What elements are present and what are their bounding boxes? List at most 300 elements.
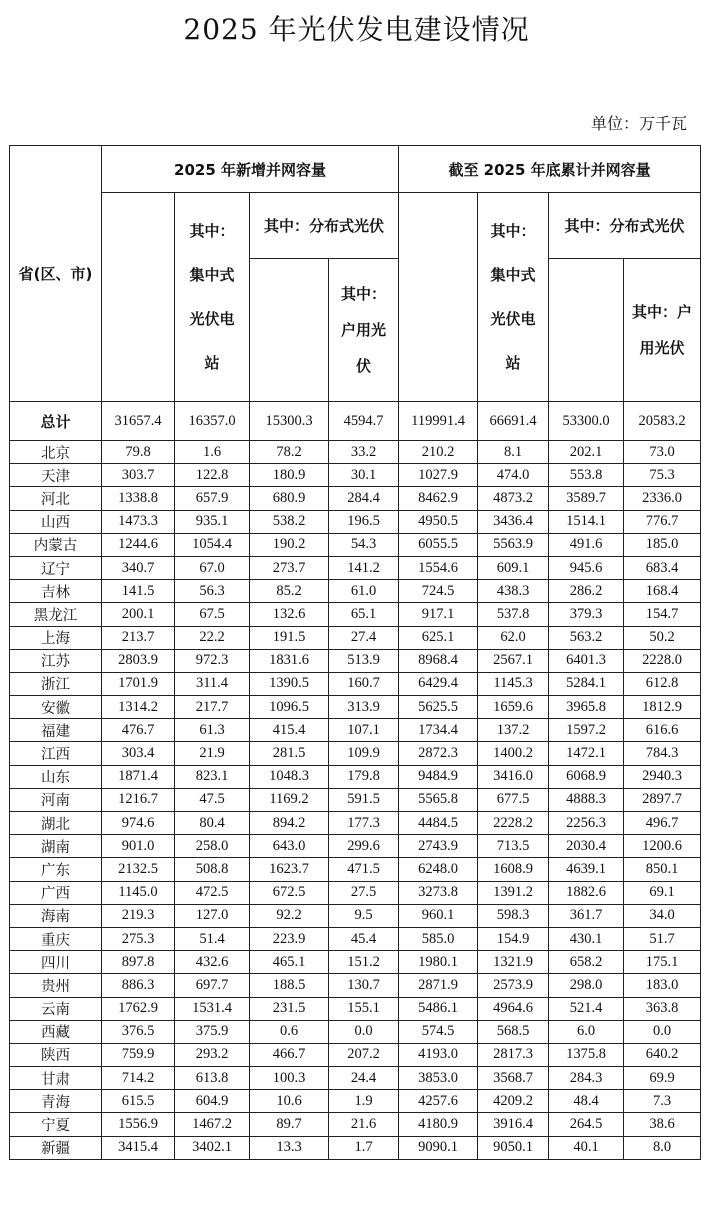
table-cell: 1145.0 xyxy=(102,881,175,904)
table-cell: 31657.4 xyxy=(102,402,175,441)
table-cell: 313.9 xyxy=(329,696,399,719)
header-new-total xyxy=(102,193,175,402)
table-cell: 66691.4 xyxy=(478,402,549,441)
table-cell: 5486.1 xyxy=(399,997,478,1020)
table-row xyxy=(10,927,701,950)
province-name: 黑龙江 xyxy=(10,603,102,626)
table-cell: 22.2 xyxy=(175,626,250,649)
table-cell: 180.9 xyxy=(250,464,329,487)
table-cell: 175.1 xyxy=(624,951,701,974)
table-cell: 311.4 xyxy=(175,672,250,695)
table-cell: 119991.4 xyxy=(399,402,478,441)
table-header xyxy=(10,146,701,402)
table-cell: 30.1 xyxy=(329,464,399,487)
table-cell: 585.0 xyxy=(399,927,478,950)
table-cell: 200.1 xyxy=(102,603,175,626)
table-cell: 20583.2 xyxy=(624,402,701,441)
table-cell: 24.4 xyxy=(329,1067,399,1090)
table-row xyxy=(10,556,701,579)
table-cell: 275.3 xyxy=(102,927,175,950)
table-cell: 50.2 xyxy=(624,626,701,649)
header-new-household-line3: 伏 xyxy=(356,357,372,375)
table-cell: 53300.0 xyxy=(549,402,624,441)
total-label: 总计 xyxy=(10,402,102,441)
table-cell: 62.0 xyxy=(478,626,549,649)
table-cell: 2940.3 xyxy=(624,765,701,788)
province-name: 新疆 xyxy=(10,1136,102,1159)
table-cell: 54.3 xyxy=(329,533,399,556)
table-cell: 2871.9 xyxy=(399,974,478,997)
province-name: 吉林 xyxy=(10,580,102,603)
table-cell: 677.5 xyxy=(478,788,549,811)
table-cell: 2743.9 xyxy=(399,835,478,858)
table-cell: 1554.6 xyxy=(399,556,478,579)
table-cell: 8968.4 xyxy=(399,649,478,672)
page-title: 2025 年光伏发电建设情况 xyxy=(183,13,530,46)
table-cell: 496.7 xyxy=(624,812,701,835)
table-cell: 137.2 xyxy=(478,719,549,742)
table-row xyxy=(10,672,701,695)
table-cell: 130.7 xyxy=(329,974,399,997)
table-cell: 823.1 xyxy=(175,765,250,788)
province-name: 广东 xyxy=(10,858,102,881)
table-cell: 1556.9 xyxy=(102,1113,175,1136)
table-cell: 1514.1 xyxy=(549,510,624,533)
table-cell: 604.9 xyxy=(175,1090,250,1113)
table-cell: 168.4 xyxy=(624,580,701,603)
table-cell: 474.0 xyxy=(478,464,549,487)
table-cell: 935.1 xyxy=(175,510,250,533)
table-cell: 591.5 xyxy=(329,788,399,811)
table-cell: 78.2 xyxy=(250,441,329,464)
table-cell: 1701.9 xyxy=(102,672,175,695)
table-cell: 1831.6 xyxy=(250,649,329,672)
header-cum-total xyxy=(399,193,478,402)
table-cell: 179.8 xyxy=(329,765,399,788)
table-cell: 2573.9 xyxy=(478,974,549,997)
table-cell: 886.3 xyxy=(102,974,175,997)
table-cell: 141.5 xyxy=(102,580,175,603)
table-cell: 207.2 xyxy=(329,1043,399,1066)
table-cell: 4209.2 xyxy=(478,1090,549,1113)
table-cell: 1169.2 xyxy=(250,788,329,811)
table-cell: 73.0 xyxy=(624,441,701,464)
table-cell: 7.3 xyxy=(624,1090,701,1113)
province-name: 陕西 xyxy=(10,1043,102,1066)
table-cell: 3436.4 xyxy=(478,510,549,533)
header-new-central-line4: 站 xyxy=(204,354,220,372)
table-cell: 960.1 xyxy=(399,904,478,927)
table-cell: 69.9 xyxy=(624,1067,701,1090)
table-cell: 33.2 xyxy=(329,441,399,464)
province-name: 江苏 xyxy=(10,649,102,672)
table-cell: 48.4 xyxy=(549,1090,624,1113)
table-cell: 299.6 xyxy=(329,835,399,858)
table-cell: 6068.9 xyxy=(549,765,624,788)
table-cell: 4180.9 xyxy=(399,1113,478,1136)
table-cell: 67.5 xyxy=(175,603,250,626)
province-name: 浙江 xyxy=(10,672,102,695)
table-cell: 109.9 xyxy=(329,742,399,765)
table-cell: 13.3 xyxy=(250,1136,329,1159)
table-cell: 4594.7 xyxy=(329,402,399,441)
table-cell: 1314.2 xyxy=(102,696,175,719)
table-cell: 89.7 xyxy=(250,1113,329,1136)
table-cell: 553.8 xyxy=(549,464,624,487)
province-name: 江西 xyxy=(10,742,102,765)
table-cell: 75.3 xyxy=(624,464,701,487)
table-cell: 5284.1 xyxy=(549,672,624,695)
table-cell: 472.5 xyxy=(175,881,250,904)
table-cell: 298.0 xyxy=(549,974,624,997)
table-cell: 4193.0 xyxy=(399,1043,478,1066)
table-row xyxy=(10,765,701,788)
table-cell: 213.7 xyxy=(102,626,175,649)
table-cell: 945.6 xyxy=(549,556,624,579)
province-name: 湖南 xyxy=(10,835,102,858)
table-cell: 1812.9 xyxy=(624,696,701,719)
province-name: 重庆 xyxy=(10,927,102,950)
table-cell: 2336.0 xyxy=(624,487,701,510)
table-cell: 1623.7 xyxy=(250,858,329,881)
table-row xyxy=(10,904,701,927)
table-cell: 45.4 xyxy=(329,927,399,950)
table-cell: 1321.9 xyxy=(478,951,549,974)
table-cell: 2803.9 xyxy=(102,649,175,672)
table-cell: 1216.7 xyxy=(102,788,175,811)
table-cell: 1375.8 xyxy=(549,1043,624,1066)
province-name: 四川 xyxy=(10,951,102,974)
table-cell: 6248.0 xyxy=(399,858,478,881)
province-rows xyxy=(10,441,701,1160)
table-cell: 4639.1 xyxy=(549,858,624,881)
table-cell: 9090.1 xyxy=(399,1136,478,1159)
table-cell: 196.5 xyxy=(329,510,399,533)
table-cell: 568.5 xyxy=(478,1020,549,1043)
table-cell: 901.0 xyxy=(102,835,175,858)
table-cell: 284.4 xyxy=(329,487,399,510)
province-name: 西藏 xyxy=(10,1020,102,1043)
table-cell: 223.9 xyxy=(250,927,329,950)
table-row xyxy=(10,533,701,556)
table-cell: 188.5 xyxy=(250,974,329,997)
table-cell: 6.0 xyxy=(549,1020,624,1043)
table-row xyxy=(10,997,701,1020)
table-cell: 3853.0 xyxy=(399,1067,478,1090)
table-cell: 2567.1 xyxy=(478,649,549,672)
table-cell: 379.3 xyxy=(549,603,624,626)
table-cell: 625.1 xyxy=(399,626,478,649)
table-cell: 917.1 xyxy=(399,603,478,626)
table-cell: 154.9 xyxy=(478,927,549,950)
table-cell: 672.5 xyxy=(250,881,329,904)
header-new-distributed-total xyxy=(250,259,329,402)
header-cum-central xyxy=(478,193,549,402)
table-cell: 0.0 xyxy=(624,1020,701,1043)
table-cell: 3416.0 xyxy=(478,765,549,788)
table-cell: 476.7 xyxy=(102,719,175,742)
header-new-central-line1: 其中： xyxy=(189,222,235,240)
table-cell: 107.1 xyxy=(329,719,399,742)
table-cell: 1762.9 xyxy=(102,997,175,1020)
table-cell: 1054.4 xyxy=(175,533,250,556)
table-cell: 616.6 xyxy=(624,719,701,742)
table-cell: 8462.9 xyxy=(399,487,478,510)
table-cell: 1391.2 xyxy=(478,881,549,904)
table-cell: 67.0 xyxy=(175,556,250,579)
table-row xyxy=(10,1136,701,1159)
header-province: 省(区、市) xyxy=(10,146,102,402)
table-row xyxy=(10,974,701,997)
header-cum-central-line3: 光伏电 xyxy=(490,310,536,328)
table-cell: 122.8 xyxy=(175,464,250,487)
table-cell: 609.1 xyxy=(478,556,549,579)
table-cell: 34.0 xyxy=(624,904,701,927)
table-cell: 5625.5 xyxy=(399,696,478,719)
table-cell: 680.9 xyxy=(250,487,329,510)
table-cell: 1980.1 xyxy=(399,951,478,974)
table-cell: 538.2 xyxy=(250,510,329,533)
table-cell: 784.3 xyxy=(624,742,701,765)
table-cell: 2817.3 xyxy=(478,1043,549,1066)
table-cell: 1871.4 xyxy=(102,765,175,788)
table-row xyxy=(10,441,701,464)
table-cell: 1200.6 xyxy=(624,835,701,858)
table-cell: 4950.5 xyxy=(399,510,478,533)
table-cell: 92.2 xyxy=(250,904,329,927)
table-cell: 430.1 xyxy=(549,927,624,950)
table-cell: 657.9 xyxy=(175,487,250,510)
table-cell: 80.4 xyxy=(175,812,250,835)
table-cell: 21.9 xyxy=(175,742,250,765)
table-row xyxy=(10,626,701,649)
table-cell: 3273.8 xyxy=(399,881,478,904)
table-cell: 1390.5 xyxy=(250,672,329,695)
province-name: 北京 xyxy=(10,441,102,464)
table-cell: 2897.7 xyxy=(624,788,701,811)
province-name: 湖北 xyxy=(10,812,102,835)
table-cell: 38.6 xyxy=(624,1113,701,1136)
header-cum-distributed-total xyxy=(549,259,624,402)
header-new-household-line2: 户用光 xyxy=(341,321,387,339)
table-cell: 231.5 xyxy=(250,997,329,1020)
table-cell: 69.1 xyxy=(624,881,701,904)
table-cell: 1734.4 xyxy=(399,719,478,742)
table-cell: 1467.2 xyxy=(175,1113,250,1136)
table-cell: 438.3 xyxy=(478,580,549,603)
table-cell: 759.9 xyxy=(102,1043,175,1066)
table-row xyxy=(10,603,701,626)
table-cell: 185.0 xyxy=(624,533,701,556)
table-cell: 141.2 xyxy=(329,556,399,579)
table-row xyxy=(10,719,701,742)
table-cell: 303.4 xyxy=(102,742,175,765)
table-cell: 3916.4 xyxy=(478,1113,549,1136)
table-cell: 1472.1 xyxy=(549,742,624,765)
table-cell: 1.7 xyxy=(329,1136,399,1159)
table-cell: 160.7 xyxy=(329,672,399,695)
table-cell: 8.0 xyxy=(624,1136,701,1159)
table-cell: 471.5 xyxy=(329,858,399,881)
table-cell: 56.3 xyxy=(175,580,250,603)
table-cell: 40.1 xyxy=(549,1136,624,1159)
table-cell: 713.5 xyxy=(478,835,549,858)
table-cell: 2132.5 xyxy=(102,858,175,881)
table-cell: 1608.9 xyxy=(478,858,549,881)
table-cell: 340.7 xyxy=(102,556,175,579)
province-name: 云南 xyxy=(10,997,102,1020)
table-cell: 1027.9 xyxy=(399,464,478,487)
table-cell: 4873.2 xyxy=(478,487,549,510)
table-cell: 16357.0 xyxy=(175,402,250,441)
header-new-central-line2: 集中式 xyxy=(189,266,235,284)
header-cum-central-line4: 站 xyxy=(505,354,521,372)
table-cell: 47.5 xyxy=(175,788,250,811)
total-row xyxy=(10,402,701,441)
table-cell: 286.2 xyxy=(549,580,624,603)
table-cell: 177.3 xyxy=(329,812,399,835)
province-name: 山西 xyxy=(10,510,102,533)
province-name: 海南 xyxy=(10,904,102,927)
table-cell: 972.3 xyxy=(175,649,250,672)
header-group-cumulative: 截至 2025 年底累计并网容量 xyxy=(399,146,701,193)
table-cell: 100.3 xyxy=(250,1067,329,1090)
table-cell: 776.7 xyxy=(624,510,701,533)
table-cell: 508.8 xyxy=(175,858,250,881)
table-cell: 537.8 xyxy=(478,603,549,626)
pv-capacity-table xyxy=(9,145,701,1160)
table-cell: 132.6 xyxy=(250,603,329,626)
header-cum-central-line1: 其中： xyxy=(490,222,536,240)
header-group-new: 2025 年新增并网容量 xyxy=(102,146,399,193)
table-cell: 1338.8 xyxy=(102,487,175,510)
table-cell: 714.2 xyxy=(102,1067,175,1090)
table-cell: 897.8 xyxy=(102,951,175,974)
table-cell: 1400.2 xyxy=(478,742,549,765)
table-cell: 264.5 xyxy=(549,1113,624,1136)
table-row xyxy=(10,510,701,533)
table-cell: 894.2 xyxy=(250,812,329,835)
table-cell: 612.8 xyxy=(624,672,701,695)
header-new-distributed: 其中：分布式光伏 xyxy=(250,193,399,259)
table-cell: 281.5 xyxy=(250,742,329,765)
table-cell: 4888.3 xyxy=(549,788,624,811)
table-cell: 4484.5 xyxy=(399,812,478,835)
table-cell: 9.5 xyxy=(329,904,399,927)
header-cum-household xyxy=(624,259,701,402)
table-row xyxy=(10,649,701,672)
header-new-household-line1: 其中： xyxy=(341,285,387,303)
province-name: 辽宁 xyxy=(10,556,102,579)
province-name: 安徽 xyxy=(10,696,102,719)
table-cell: 574.5 xyxy=(399,1020,478,1043)
table-row xyxy=(10,788,701,811)
table-row xyxy=(10,1113,701,1136)
table-cell: 5565.8 xyxy=(399,788,478,811)
table-cell: 219.3 xyxy=(102,904,175,927)
table-cell: 10.6 xyxy=(250,1090,329,1113)
table-row xyxy=(10,858,701,881)
table-cell: 1659.6 xyxy=(478,696,549,719)
table-cell: 61.3 xyxy=(175,719,250,742)
table-cell: 6401.3 xyxy=(549,649,624,672)
table-cell: 563.2 xyxy=(549,626,624,649)
table-cell: 9484.9 xyxy=(399,765,478,788)
table-cell: 151.2 xyxy=(329,951,399,974)
province-name: 河南 xyxy=(10,788,102,811)
table-cell: 6055.5 xyxy=(399,533,478,556)
table-cell: 375.9 xyxy=(175,1020,250,1043)
table-row xyxy=(10,742,701,765)
header-new-household xyxy=(329,259,399,402)
table-row xyxy=(10,1043,701,1066)
table-cell: 202.1 xyxy=(549,441,624,464)
table-cell: 491.6 xyxy=(549,533,624,556)
table-cell: 210.2 xyxy=(399,441,478,464)
table-cell: 293.2 xyxy=(175,1043,250,1066)
table-cell: 640.2 xyxy=(624,1043,701,1066)
table-cell: 217.7 xyxy=(175,696,250,719)
table-cell: 6429.4 xyxy=(399,672,478,695)
table-cell: 2872.3 xyxy=(399,742,478,765)
table-cell: 432.6 xyxy=(175,951,250,974)
table-cell: 51.4 xyxy=(175,927,250,950)
table-cell: 376.5 xyxy=(102,1020,175,1043)
table-cell: 8.1 xyxy=(478,441,549,464)
table-cell: 598.3 xyxy=(478,904,549,927)
table-cell: 190.2 xyxy=(250,533,329,556)
table-cell: 2030.4 xyxy=(549,835,624,858)
table-row xyxy=(10,812,701,835)
table-cell: 4964.6 xyxy=(478,997,549,1020)
table-cell: 1145.3 xyxy=(478,672,549,695)
table-cell: 27.5 xyxy=(329,881,399,904)
table-row xyxy=(10,487,701,510)
table-cell: 724.5 xyxy=(399,580,478,603)
table-cell: 1531.4 xyxy=(175,997,250,1020)
table-cell: 415.4 xyxy=(250,719,329,742)
province-name: 上海 xyxy=(10,626,102,649)
table-cell: 1597.2 xyxy=(549,719,624,742)
table-cell: 3589.7 xyxy=(549,487,624,510)
header-new-central-line3: 光伏电 xyxy=(189,310,235,328)
table-cell: 191.5 xyxy=(250,626,329,649)
unit-label: 单位：万千瓦 xyxy=(590,114,687,133)
table-cell: 5563.9 xyxy=(478,533,549,556)
table-cell: 521.4 xyxy=(549,997,624,1020)
table-cell: 4257.6 xyxy=(399,1090,478,1113)
table-row xyxy=(10,881,701,904)
table-cell: 127.0 xyxy=(175,904,250,927)
table-cell: 65.1 xyxy=(329,603,399,626)
table-cell: 613.8 xyxy=(175,1067,250,1090)
table-row xyxy=(10,580,701,603)
table-cell: 0.0 xyxy=(329,1020,399,1043)
table-cell: 363.8 xyxy=(624,997,701,1020)
table-cell: 79.8 xyxy=(102,441,175,464)
province-name: 内蒙古 xyxy=(10,533,102,556)
province-name: 宁夏 xyxy=(10,1113,102,1136)
table-cell: 615.5 xyxy=(102,1090,175,1113)
table-cell: 850.1 xyxy=(624,858,701,881)
table-row xyxy=(10,951,701,974)
table-cell: 974.6 xyxy=(102,812,175,835)
table-cell: 258.0 xyxy=(175,835,250,858)
table-cell: 303.7 xyxy=(102,464,175,487)
table-cell: 0.6 xyxy=(250,1020,329,1043)
table-cell: 3965.8 xyxy=(549,696,624,719)
province-name: 山东 xyxy=(10,765,102,788)
